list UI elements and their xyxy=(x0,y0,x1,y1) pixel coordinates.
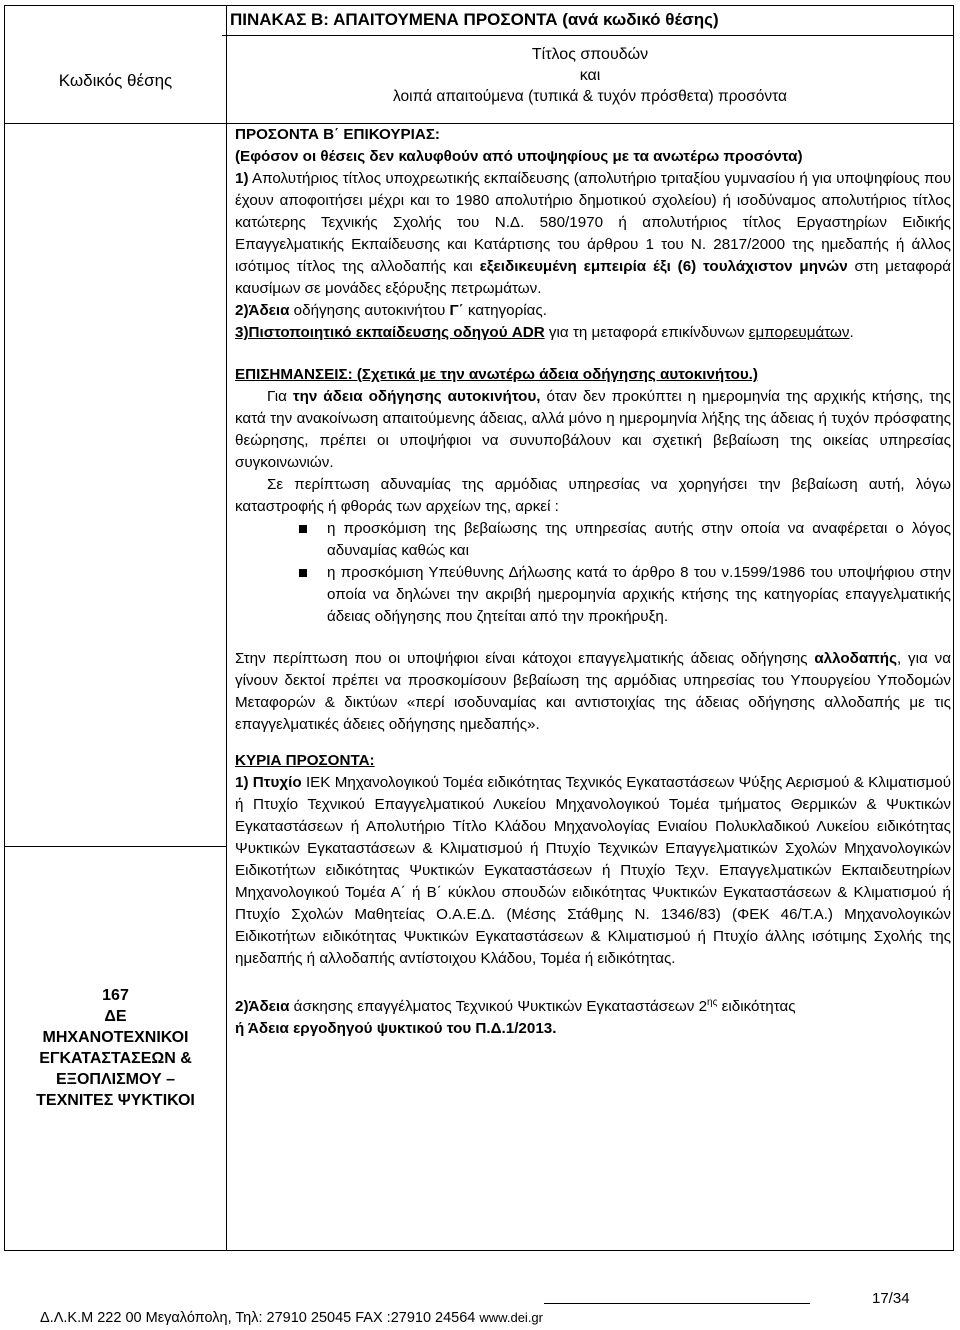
aux-item-2-category: Γ΄ xyxy=(449,302,464,319)
notes-p1-start: Για xyxy=(267,388,293,405)
aux-item-2-text: οδήγησης αυτοκινήτου xyxy=(289,302,450,319)
requirements-content xyxy=(235,124,951,1040)
aux-heading: ΠΡΟΣΟΝΤΑ Β΄ ΕΠΙΚΟΥΡΙΑΣ: xyxy=(235,126,440,143)
footer-rule xyxy=(544,1303,810,1304)
main-item-2 xyxy=(235,992,951,1018)
aux-item-3-end: . xyxy=(849,324,854,341)
square-bullet-icon xyxy=(299,569,307,577)
aux-item-2-end: κατηγορίας. xyxy=(463,302,547,319)
notes-paragraph-1 xyxy=(235,386,951,474)
square-bullet-icon xyxy=(299,525,307,533)
position-name-line-2: ΕΓΚΑΤΑΣΤΑΣΕΩΝ & xyxy=(39,1050,192,1067)
notes-p3-rest: , για να γίνουν δεκτοί πρέπει να προσκομίσουν βεβαίωση της αρμόδιας υπηρεσίας του Υπουργείου Υποδομών Μεταφορών & δικτύων «περί ισοδυναμίας και αντιστοιχίας της άδειας οδήγησης αλλοδαπής με τις επαγγελματικές άδειες οδήγησης ημεδαπής». xyxy=(235,650,951,733)
main-item-1-label: 1) Πτυχίο xyxy=(235,774,302,791)
notes-bullet-list xyxy=(235,518,951,628)
notes-p1-bold: την άδεια οδήγησης αυτοκινήτου, xyxy=(292,388,541,405)
requirements-column-header xyxy=(226,36,954,126)
main-heading: ΚΥΡΙΑ ΠΡΟΣΟΝΤΑ: xyxy=(235,752,375,769)
aux-item-3-label: 3)Πιστοποιητικό εκπαίδευσης οδηγού ADR xyxy=(235,324,545,341)
main-item-2-line-2: ή Άδεια εργοδηγού ψυκτικού του Π.Δ.1/2013. xyxy=(235,1020,557,1038)
position-name-line-3: ΕΞΟΠΛΙΣΜΟΥ – xyxy=(55,1071,176,1088)
main-item-1 xyxy=(235,772,951,970)
position-name-line-4: ΤΕΧΝΙΤΕΣ ΨΥΚΤΙΚΟΙ xyxy=(36,1092,195,1109)
position-code-cell xyxy=(5,846,226,1250)
page-number: 17/34 xyxy=(872,1290,910,1307)
notes-p3-start: Στην περίπτωση που οι υποψήφιοι είναι κάτοχοι επαγγελματικής άδειας οδήγησης xyxy=(235,650,815,667)
position-category: ΔΕ xyxy=(104,1008,127,1025)
table-title: ΠΙΝΑΚΑΣ Β: ΑΠΑΙΤΟΥΜΕΝΑ ΠΡΟΣΟΝΤΑ (ανά κωδικό θέσης) xyxy=(230,10,719,29)
aux-item-3-underlined: εμπορευμάτων xyxy=(748,324,850,341)
notes-p1-rest: όταν δεν προκύπτει η ημερομηνία της αρχικής κτήσης, της κατά την ανακοίνωση απαιτούμενης άδειας, αλλά μόνο η ημερομηνία λήξης της άδειας ή τυχόν πρόσφατης θεώρησης, πρέπει οι υποψήφιοι να συνυποβάλουν και σχετική βεβαίωση της οικείας υπηρεσίας συγκοινωνιών. xyxy=(235,388,951,471)
main-item-2-end: ειδικότητας xyxy=(717,998,796,1016)
main-item-2-text: άσκησης επαγγέλματος Τεχνικού Ψυκτικών Εγκαταστάσεων 2 xyxy=(289,998,708,1016)
aux-item-1-number: 1) xyxy=(235,170,249,187)
req-header-line-3: λοιπά απαιτούμενα (τυπικά & τυχόν πρόσθετα) προσόντα xyxy=(393,88,787,105)
aux-item-1-experience: εξειδικευμένη εμπειρία έξι (6) τουλάχιστον μηνών xyxy=(479,258,848,275)
aux-item-3 xyxy=(235,322,951,344)
notes-heading: ΕΠΙΣΗΜΑΝΣΕΙΣ: (Σχετικά με την ανωτέρω άδεια οδήγησης αυτοκινήτου.) xyxy=(235,366,758,383)
list-item xyxy=(235,518,951,562)
req-header-line-1: Τίτλος σπουδών xyxy=(531,46,649,63)
notes-p3-bold: αλλοδαπής xyxy=(814,650,897,667)
aux-item-3-text: για τη μεταφορά επικίνδυνων xyxy=(544,324,749,341)
aux-item-2 xyxy=(235,300,951,322)
aux-item-1-text-end: στη μεταφορά καυσίμων σε μονάδες εξόρυξης πετρωμάτων. xyxy=(235,258,952,297)
code-column-header: Κωδικός θέσης xyxy=(58,71,173,90)
aux-item-1-text: Απολυτήριος τίτλος υποχρεωτικής εκπαίδευσης (απολυτήριο τριταξίου γυμνασίου ή για υποψηφίους που έχουν αποφοιτήσει μέχρι και το 1980 απολυτήριο δημοτικού σχολείου) ή ισοδύναμος απολυτήριος τίτλος κατώτερης Τεχνικής Σχολής του Ν.Δ. 580/1970 ή απολυτήριος τίτλος Εργαστηρίων Ειδικής Επαγγελματικής Εκπαίδευσης και Κατάρτισης του άρθρου 1 του Ν. 2817/2000 της ημεδαπής ή άλλος ισότιμος τίτλος της αλλοδαπής και xyxy=(235,170,951,275)
main-item-1-text: ΙΕΚ Μηχανολογικού Τομέα ειδικότητας Τεχνικός Εγκαταστάσεων Ψύξης Αερισμού & Κλιματισμού ή Πτυχίο Τεχνικού Επαγγελματικού Λυκείου Μηχανολογικού Τομέα τμήματος Θερμικών & Ψυκτικών Εγκαταστάσεων ή Απολυτήριο Τίτλο Κλάδου Μηχανολογίας Ενιαίου Πολυκλαδικού Λυκείου ειδικότητας Ψυκτικών Εγκαταστάσεων & Κλιματισμού ή Πτυχίο Τεχνικών Επαγγελματικών Σχολών Μηχανολογικών Ειδικοτήτων ειδικότητας Ψυκτικών Εγκαταστάσεων ή Πτυχίο Τεχν. Επαγγελματικών Εκπαιδευτηρίων Μηχανολογικού Τομέα Α΄ ή Β΄ κύκλου σπουδών ειδικότητας Ψυκτικών Εγκαταστάσεων & Κλιματισμού ή Πτυχίο Σχολών Μαθητείας Ο.Α.Ε.Δ. (Μέσης Στάθμης Ν. 1346/83) (ΦΕΚ 46/Τ.Α.) Μηχανολογικών Ειδικοτήτων ειδικότητας Ψυκτικών Εγκαταστάσεων & Κλιματισμού ή Πτυχίο άλλης ισότιμης Σχολής της ημεδαπής ή αλλοδαπής αντίστοιχου Κλάδου, Τομέα ή ειδικότητας. xyxy=(235,774,951,967)
footer-org: Δ.Λ.Κ.Μ 222 00 Μεγαλόπολη, Τηλ: 27910 25045 FAX :27910 24564 xyxy=(40,1310,480,1326)
bullet-text: η προσκόμιση Υπεύθυνης Δήλωσης κατά το άρθρο 8 του ν.1599/1986 του υποψήφιου στην οποία να δηλώνει την ακριβή ημερομηνία αρχικής κτήσης της κατηγορίας επαγγελματικής άδειας οδήγησης που ζητείται από την προκήρυξη. xyxy=(327,564,951,625)
req-header-line-2: και xyxy=(579,67,601,84)
footer-contact xyxy=(40,1310,543,1326)
position-code: 167 xyxy=(102,987,129,1004)
list-item xyxy=(235,562,951,628)
column-divider xyxy=(226,6,227,1250)
bullet-text: η προσκόμιση της βεβαίωσης της υπηρεσίας αυτής στην οποία να αναφέρεται ο λόγος αδυναμίας καθώς και xyxy=(327,520,951,559)
notes-paragraph-3 xyxy=(235,648,951,736)
footer-website: www.dei.gr xyxy=(479,1310,543,1325)
notes-paragraph-2: Σε περίπτωση αδυναμίας της αρμόδιας υπηρεσίας να χορηγήσει την βεβαίωση αυτή, λόγω καταστροφής ή φθοράς των αρχείων της, αρκεί : xyxy=(235,476,951,515)
main-item-2-sup: ης xyxy=(707,997,718,1008)
aux-condition: (Εφόσον οι θέσεις δεν καλυφθούν από υποψηφίους με τα ανωτέρω προσόντα) xyxy=(235,148,803,165)
page-footer xyxy=(0,1268,960,1330)
requirements-table xyxy=(4,5,954,1251)
main-item-2-label: 2)Άδεια xyxy=(235,998,290,1016)
aux-item-1 xyxy=(235,168,951,300)
aux-item-2-label: 2)Άδεια xyxy=(235,302,290,319)
position-name-line-1: ΜΗΧΑΝΟΤΕΧΝΙΚΟΙ xyxy=(42,1029,189,1046)
